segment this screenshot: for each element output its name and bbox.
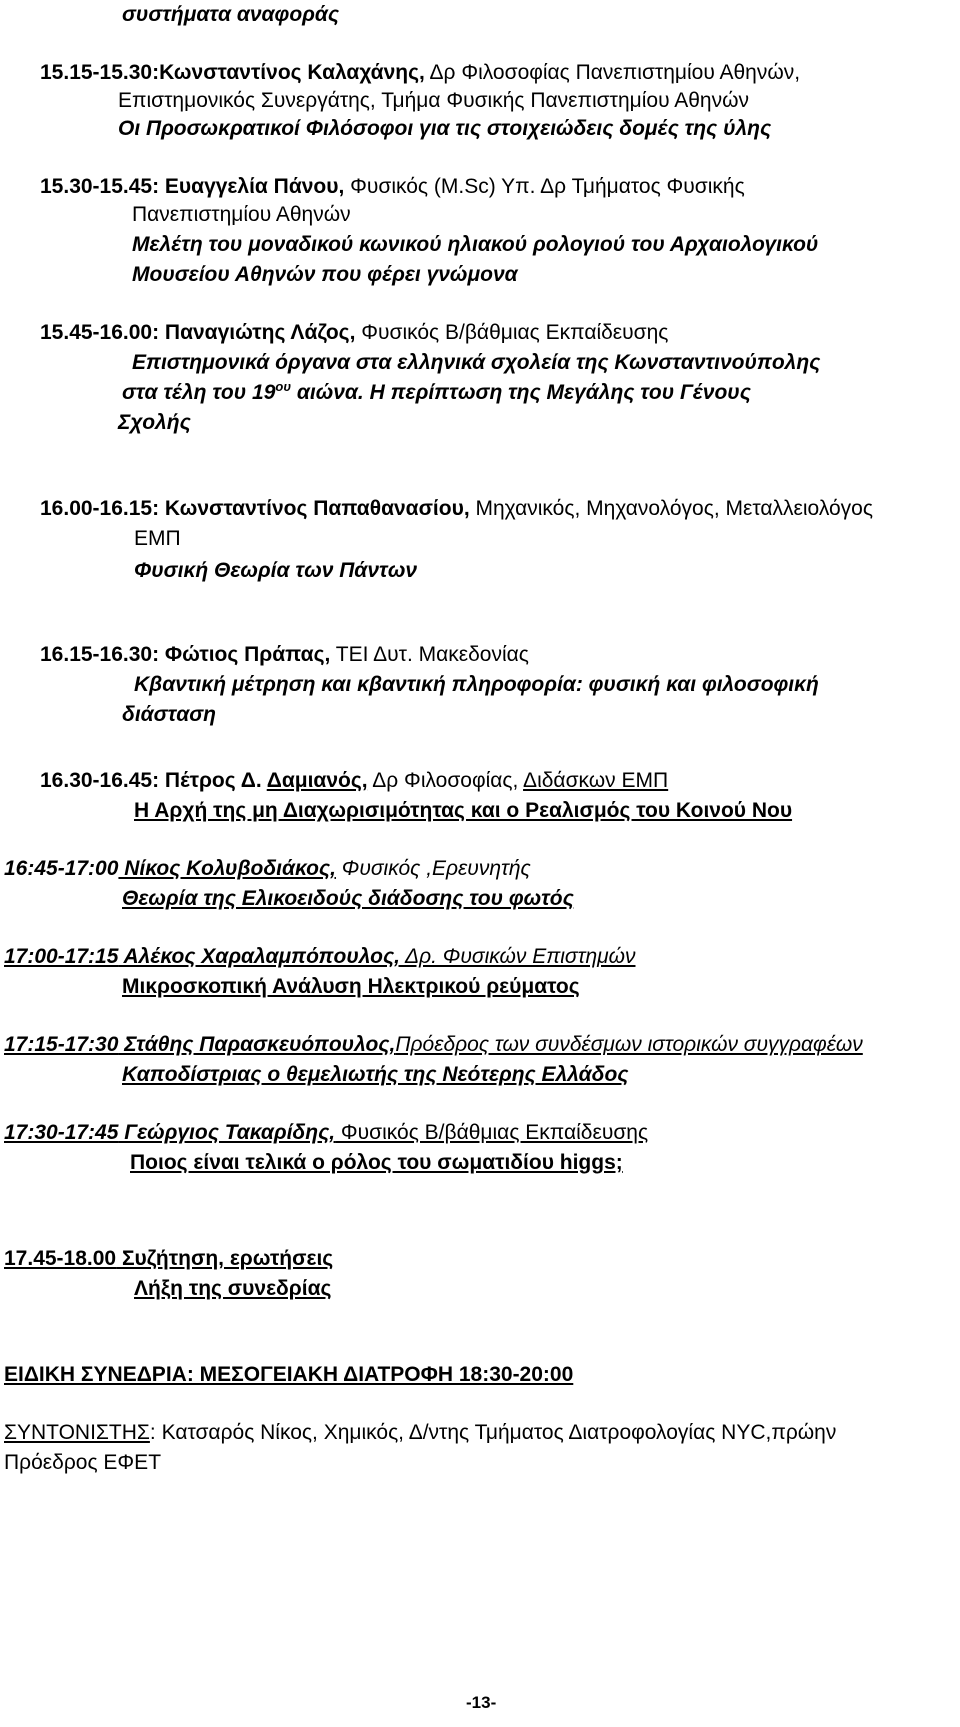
speaker-name: Κωνσταντίνος Παπαθανασίου, [159, 497, 470, 520]
speaker-role: Δρ Φιλοσοφίας Πανεπιστημίου Αθηνών, [424, 61, 801, 84]
speaker-name: Πέτρος Δ. [159, 769, 267, 792]
talk-title: Μελέτη του μοναδικού κωνικού ηλιακού ρολογιού του Αρχαιολογικού [132, 233, 819, 256]
session-6-header [40, 768, 668, 794]
speaker-role: Μηχανικός, Μηχανολόγος, Μεταλλειολόγος [469, 497, 873, 520]
speaker-role-line2: Πανεπιστημίου Αθηνών [132, 203, 351, 226]
speaker-role: Πρόεδρος των συνδέσμων ιστορικών συγγραφέων [395, 1033, 863, 1056]
session-time: 16.00-16.15: [40, 497, 160, 520]
session-9-header [4, 1032, 863, 1058]
session-time: 15.45-16.00: [40, 321, 160, 344]
session-1-header [40, 60, 800, 86]
speaker-name: Φώτιος Πράπας, [159, 643, 331, 666]
speaker-name: Ευαγγελία Πάνου, [159, 175, 345, 198]
talk-title-line2: διάσταση [122, 703, 216, 726]
session-time: 15.15-15.30: [40, 61, 160, 84]
speaker-role: Φυσικός Β/βάθμιας Εκπαίδευσης [355, 321, 669, 344]
speaker-name: Δαμιανός, [266, 769, 368, 792]
session-10-header [4, 1120, 648, 1146]
session-time: 17:00-17:15 [4, 945, 119, 968]
speaker-role: Φυσικός ,Ερευνητής [335, 857, 531, 880]
talk-title: Κβαντική μέτρηση και κβαντική πληροφορία: φυσική και φιλοσοφική [134, 673, 819, 696]
title-part: στα τέλη του 19 [122, 381, 276, 404]
talk-title: Οι Προσωκρατικοί Φιλόσοφοι για τις στοιχειώδεις δομές της ύλης [118, 117, 772, 140]
talk-title: Φυσική Θεωρία των Πάντων [134, 559, 418, 582]
session-time: 16.30-16.45: [40, 769, 160, 792]
talk-title: Ποιος είναι τελικά ο ρόλος του σωματιδίου higgs; [130, 1151, 623, 1174]
speaker-name: Στάθης Παρασκευόπουλος, [118, 1033, 396, 1056]
session-5-header [40, 642, 529, 668]
session-time: 16.15-16.30: [40, 643, 160, 666]
talk-title: Επιστημονικά όργανα στα ελληνικά σχολεία της Κωνσταντινούπολης [132, 351, 821, 374]
session-time: 17.45-18.00 [4, 1247, 117, 1270]
session-time: 15.30-15.45: [40, 175, 160, 198]
session-7-header [4, 856, 531, 882]
talk-title-line3: Σχολής [118, 411, 191, 434]
session-activity: Συζήτηση, ερωτήσεις [116, 1247, 334, 1270]
superscript-ordinal: ου [275, 379, 292, 394]
session-time: 17:15-17:30 [4, 1033, 119, 1056]
speaker-name: Αλέκος Χαραλαμπόπουλος, [118, 945, 400, 968]
title-part: αιώνα. Η περίπτωση της Μεγάλης του Γένους [291, 381, 751, 404]
speaker-name: Νίκος Κολυβοδιάκος, [118, 857, 336, 880]
speaker-role: Δρ. Φυσικών Επιστημών [399, 945, 636, 968]
talk-title: Μικροσκοπική Ανάλυση Ηλεκτρικού ρεύματος [122, 975, 580, 998]
session-11-header [4, 1246, 333, 1272]
speaker-role-line2: ΕΜΠ [134, 527, 181, 550]
coordinator-label: ΣΥΝΤΟΝΙΣΤΗΣ [4, 1421, 150, 1444]
session-closing: Λήξη της συνεδρίας [134, 1277, 332, 1300]
speaker-role: Διδάσκων ΕΜΠ [523, 769, 669, 792]
intro-line: συστήματα αναφοράς [122, 3, 340, 26]
speaker-name: Παναγιώτης Λάζος, [159, 321, 356, 344]
session-time: 17:30-17:45 [4, 1121, 119, 1144]
speaker-role-line2: Επιστημονικός Συνεργάτης, Τμήμα Φυσικής Πανεπιστημίου Αθηνών [118, 89, 749, 112]
session-3-header [40, 320, 668, 346]
session-4-header [40, 496, 873, 522]
talk-title-line2 [122, 380, 751, 406]
talk-title: Η Αρχή της μη Διαχωρισιμότητας και ο Ρεαλισμός του Κοινού Νου [134, 799, 793, 822]
session-time: 16:45-17:00 [4, 857, 119, 880]
coordinator-text-line2: Πρόεδρος ΕΦΕΤ [4, 1451, 162, 1474]
session-8-header [4, 944, 635, 970]
speaker-role: Φυσικός Β/βάθμιας Εκπαίδευσης [335, 1121, 649, 1144]
talk-title: Θεωρία της Ελικοειδούς διάδοσης του φωτός [122, 887, 574, 910]
speaker-name: Κωνσταντίνος Καλαχάνης, [159, 61, 425, 84]
special-session-title: ΕΙΔΙΚΗ ΣΥΝΕΔΡΙΑ: ΜΕΣΟΓΕΙΑΚΗ ΔΙΑΤΡΟΦΗ 18:30-20:00 [4, 1363, 574, 1386]
speaker-role: Φυσικός (M.Sc) Υπ. Δρ Τμήματος Φυσικής [344, 175, 745, 198]
speaker-role: Δρ Φιλοσοφίας, [367, 769, 524, 792]
speaker-name: Γεώργιος Τακαρίδης, [118, 1121, 336, 1144]
coordinator-text: : Κατσαρός Νίκος, Χημικός, Δ/ντης Τμήματος Διατροφολογίας NYC,πρώην [149, 1421, 837, 1444]
session-2-header [40, 174, 745, 200]
talk-title-line2: Μουσείου Αθηνών που φέρει γνώμονα [132, 263, 518, 286]
talk-title: Καποδίστριας ο θεμελιωτής της Νεότερης Ελλάδος [122, 1063, 629, 1086]
speaker-role: ΤΕΙ Δυτ. Μακεδονίας [330, 643, 529, 666]
page-number: -13- [466, 1693, 497, 1712]
special-session-coordinator [4, 1420, 836, 1446]
